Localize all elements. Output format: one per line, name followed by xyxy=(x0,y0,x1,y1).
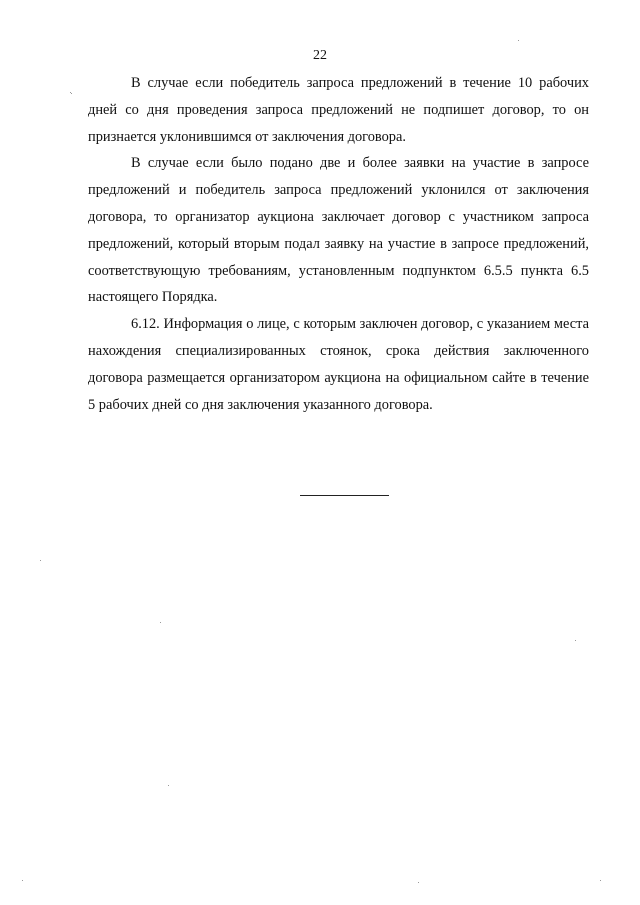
page-number: 22 xyxy=(313,48,327,63)
scan-speck xyxy=(168,785,169,786)
document-body xyxy=(88,70,589,418)
paragraph-6-12-publication: 6.12. Информация о лице, с которым заключен договор, с указанием места нахождения специализированных стоянок, срока действия заключенного договора размещается организатором аукциона на официальном сайте в течение 5 рабочих дней со дня заключения указанного договора. xyxy=(88,316,589,413)
scan-speck xyxy=(600,880,601,881)
scan-speck xyxy=(518,40,519,41)
scan-speck xyxy=(40,560,41,561)
paragraph-second-participant: В случае если было подано две и более заявки на участие в запросе предложений и победитель запроса предложений уклонился от заключения договора, то организатор аукциона заключает договор с участником запроса предложений, который вторым подал заявку на участие в запросе предложений, соответствующую требованиям, установленным подпунктом 6.5.5 пункта 6.5 настоящего Порядка. xyxy=(88,155,589,306)
end-separator-line xyxy=(300,495,389,496)
scan-speck xyxy=(575,640,576,641)
scan-speck xyxy=(22,880,23,881)
scan-speck xyxy=(71,93,72,94)
scan-speck xyxy=(418,882,419,883)
paragraph-evasion-rule: В случае если победитель запроса предложений в течение 10 рабочих дней со дня проведения запроса предложений не подпишет договор, то он признается уклонившимся от заключения договора. xyxy=(88,75,589,145)
scan-speck xyxy=(160,622,161,623)
